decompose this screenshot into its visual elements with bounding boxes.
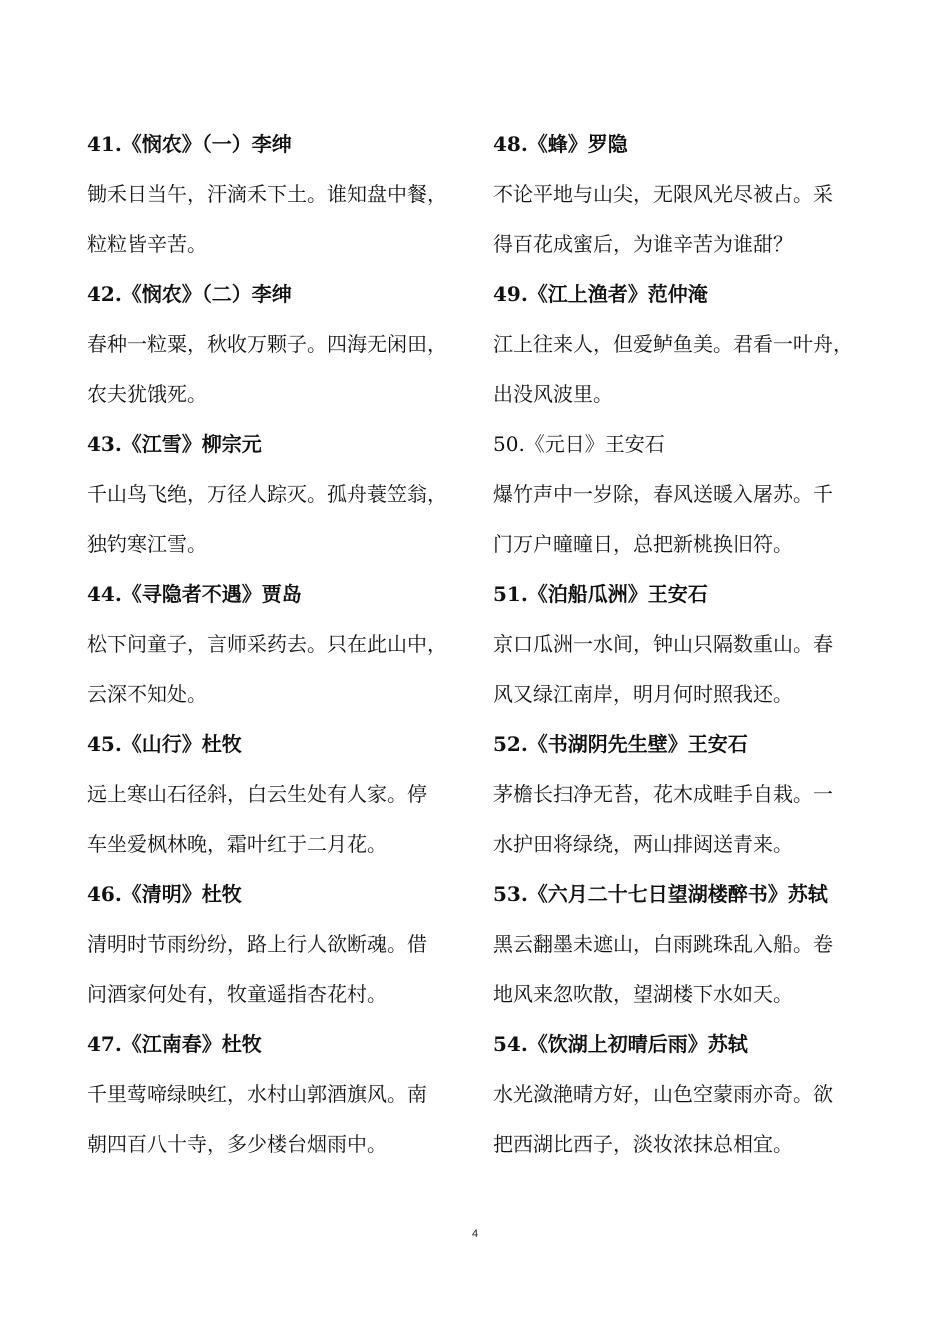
poem-title: 51.《泊船瓜洲》王安石 xyxy=(493,582,708,606)
poem-line: 千山鸟飞绝，万径人踪灭。孤舟蓑笠翁， xyxy=(87,482,447,506)
poem-42 xyxy=(87,269,467,419)
poem-line: 问酒家何处有，牧童遥指杏花村。 xyxy=(87,982,387,1006)
poem-47 xyxy=(87,1019,467,1169)
poem-43 xyxy=(87,419,467,569)
poem-line: 清明时节雨纷纷，路上行人欲断魂。借 xyxy=(87,932,427,956)
poem-52 xyxy=(493,719,878,869)
poem-line: 春种一粒粟，秋收万颗子。四海无闲田， xyxy=(87,332,447,356)
poem-line: 京口瓜洲一水间，钟山只隔数重山。春 xyxy=(493,632,833,656)
poem-title: 42.《悯农》（二）李绅 xyxy=(87,282,292,306)
poem-48 xyxy=(493,119,878,269)
poem-title: 50.《元日》王安石 xyxy=(493,432,665,456)
poem-line: 爆竹声中一岁除，春风送暖入屠苏。千 xyxy=(493,482,833,506)
poem-line: 车坐爱枫林晚，霜叶红于二月花。 xyxy=(87,832,387,856)
poem-title: 48.《蜂》罗隐 xyxy=(493,132,628,156)
poem-line: 松下问童子，言师采药去。只在此山中， xyxy=(87,632,447,656)
poem-53 xyxy=(493,869,878,1019)
poem-45 xyxy=(87,719,467,869)
poem-line: 水护田将绿绕，两山排闼送青来。 xyxy=(493,832,793,856)
left-column xyxy=(87,119,467,1169)
poem-line: 农夫犹饿死。 xyxy=(87,382,207,406)
poem-title: 47.《江南春》杜牧 xyxy=(87,1032,262,1056)
poem-54 xyxy=(493,1019,878,1169)
poem-line: 黑云翻墨未遮山，白雨跳珠乱入船。卷 xyxy=(493,932,833,956)
poem-title: 45.《山行》杜牧 xyxy=(87,732,242,756)
poem-line: 远上寒山石径斜，白云生处有人家。停 xyxy=(87,782,427,806)
poem-title: 49.《江上渔者》范仲淹 xyxy=(493,282,708,306)
poem-line: 独钓寒江雪。 xyxy=(87,532,207,556)
poem-line: 水光潋滟晴方好，山色空蒙雨亦奇。欲 xyxy=(493,1082,833,1106)
poem-title: 41.《悯农》（一）李绅 xyxy=(87,132,292,156)
poem-41 xyxy=(87,119,467,269)
poem-title: 46.《清明》杜牧 xyxy=(87,882,242,906)
poem-50 xyxy=(493,419,878,569)
poem-title: 43.《江雪》柳宗元 xyxy=(87,432,262,456)
right-column xyxy=(493,119,878,1169)
poem-line: 千里莺啼绿映红，水村山郭酒旗风。南 xyxy=(87,1082,427,1106)
poem-line: 茅檐长扫净无苔，花木成畦手自栽。一 xyxy=(493,782,833,806)
poem-line: 把西湖比西子，淡妆浓抹总相宜。 xyxy=(493,1132,793,1156)
page-number: 4 xyxy=(471,1228,479,1240)
poem-44 xyxy=(87,569,467,719)
poem-title: 52.《书湖阴先生壁》王安石 xyxy=(493,732,748,756)
poem-line: 朝四百八十寺，多少楼台烟雨中。 xyxy=(87,1132,387,1156)
poem-51 xyxy=(493,569,878,719)
poem-line: 不论平地与山尖，无限风光尽被占。采 xyxy=(493,182,833,206)
poem-line: 出没风波里。 xyxy=(493,382,613,406)
poem-line: 云深不知处。 xyxy=(87,682,207,706)
poem-title: 53.《六月二十七日望湖楼醉书》苏轼 xyxy=(493,882,828,906)
poem-title: 44.《寻隐者不遇》贾岛 xyxy=(87,582,302,606)
poem-49 xyxy=(493,269,878,419)
poem-line: 得百花成蜜后，为谁辛苦为谁甜？ xyxy=(493,232,793,256)
poem-line: 门万户曈曈日，总把新桃换旧符。 xyxy=(493,532,793,556)
poem-line: 风又绿江南岸，明月何时照我还。 xyxy=(493,682,793,706)
poem-line: 江上往来人，但爱鲈鱼美。君看一叶舟， xyxy=(493,332,853,356)
poem-title: 54.《饮湖上初晴后雨》苏轼 xyxy=(493,1032,748,1056)
poem-46 xyxy=(87,869,467,1019)
poem-line: 地风来忽吹散，望湖楼下水如天。 xyxy=(493,982,793,1006)
poem-line: 粒粒皆辛苦。 xyxy=(87,232,207,256)
poem-line: 锄禾日当午，汗滴禾下土。谁知盘中餐， xyxy=(87,182,447,206)
